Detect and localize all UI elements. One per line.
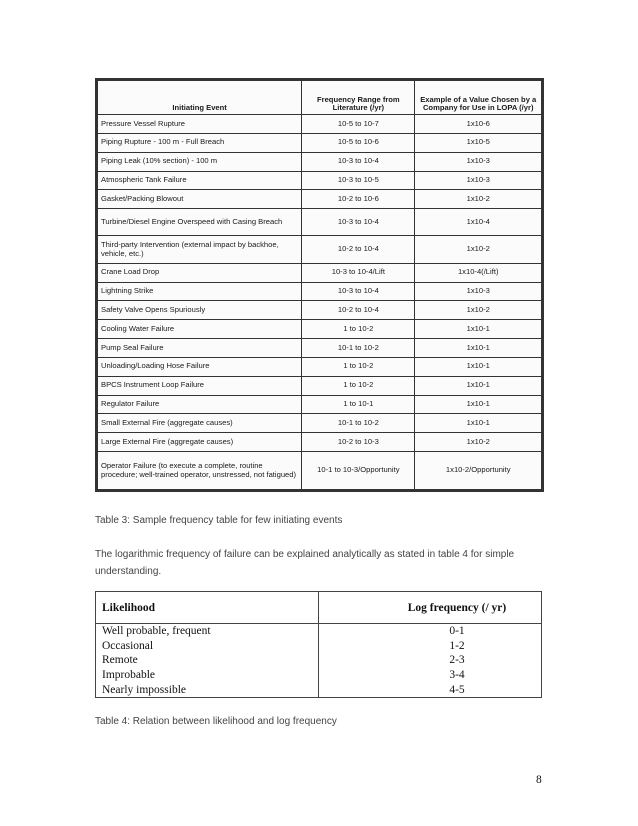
likelihood-cell: Occasional (96, 639, 319, 654)
lopa-value-cell: 1x10-2/Opportunity (415, 452, 542, 490)
lopa-value-cell: 1x10-2 (415, 236, 542, 263)
event-cell: Piping Rupture - 100 m - Full Breach (98, 133, 302, 152)
header-lopa-value: Example of a Value Chosen by a Company for Use in LOPA (/yr) (415, 81, 542, 115)
event-cell: Small External Fire (aggregate causes) (98, 414, 302, 433)
table-row (98, 433, 542, 452)
body-paragraph: The logarithmic frequency of failure can be explained analytically as stated in table 4 for simple understanding. (95, 549, 515, 577)
event-cell: Pump Seal Failure (98, 339, 302, 358)
table4-caption: Table 4: Relation between likelihood and log frequency (95, 716, 337, 727)
event-cell: Gasket/Packing Blowout (98, 190, 302, 209)
table-row (98, 115, 542, 134)
likelihood-body (96, 624, 542, 698)
log-frequency-cell: 0-1 (319, 624, 542, 639)
header-log-frequency: Log frequency (/ yr) (319, 592, 542, 624)
frequency-table-image (95, 78, 544, 492)
event-cell: BPCS Instrument Loop Failure (98, 376, 302, 395)
frequency-cell: 10-1 to 10-3/Opportunity (302, 452, 415, 490)
frequency-cell: 10-1 to 10-2 (302, 414, 415, 433)
frequency-cell: 10-2 to 10-3 (302, 433, 415, 452)
table-row (98, 357, 542, 376)
lopa-value-cell: 1x10-1 (415, 357, 542, 376)
likelihood-table (95, 591, 542, 698)
table-row (98, 282, 542, 301)
table-row (98, 301, 542, 320)
event-cell: Safety Valve Opens Spuriously (98, 301, 302, 320)
lopa-value-cell: 1x10-1 (415, 339, 542, 358)
lopa-value-cell: 1x10-3 (415, 282, 542, 301)
table-row (98, 395, 542, 414)
table-row (96, 682, 542, 697)
table-row (96, 624, 542, 639)
table-row (96, 653, 542, 668)
frequency-cell: 1 to 10-2 (302, 357, 415, 376)
lopa-value-cell: 1x10-2 (415, 433, 542, 452)
event-cell: Unloading/Loading Hose Failure (98, 357, 302, 376)
lopa-value-cell: 1x10-2 (415, 190, 542, 209)
lopa-value-cell: 1x10-1 (415, 395, 542, 414)
event-cell: Turbine/Diesel Engine Overspeed with Casing Breach (98, 209, 302, 236)
header-likelihood: Likelihood (96, 592, 319, 624)
initiating-events-body (98, 115, 542, 490)
frequency-cell: 10-3 to 10-4 (302, 282, 415, 301)
table-row (98, 209, 542, 236)
table-row (98, 263, 542, 282)
frequency-cell: 1 to 10-2 (302, 376, 415, 395)
log-frequency-cell: 4-5 (319, 682, 542, 697)
table-row (98, 376, 542, 395)
event-cell: Cooling Water Failure (98, 320, 302, 339)
likelihood-cell: Nearly impossible (96, 682, 319, 697)
table-row (98, 171, 542, 190)
event-cell: Regulator Failure (98, 395, 302, 414)
frequency-cell: 10-2 to 10-4 (302, 236, 415, 263)
lopa-value-cell: 1x10-2 (415, 301, 542, 320)
frequency-cell: 10-3 to 10-4 (302, 209, 415, 236)
event-cell: Crane Load Drop (98, 263, 302, 282)
frequency-cell: 10-5 to 10-6 (302, 133, 415, 152)
table-row (96, 639, 542, 654)
table-row (98, 452, 542, 490)
table-row (98, 414, 542, 433)
likelihood-cell: Improbable (96, 668, 319, 683)
event-cell: Large External Fire (aggregate causes) (98, 433, 302, 452)
table-row (98, 339, 542, 358)
event-cell: Lightning Strike (98, 282, 302, 301)
initiating-events-table (97, 80, 542, 490)
lopa-value-cell: 1x10-4 (415, 209, 542, 236)
table-row (96, 668, 542, 683)
event-cell: Piping Leak (10% section) - 100 m (98, 152, 302, 171)
lopa-value-cell: 1x10-4(/Lift) (415, 263, 542, 282)
frequency-cell: 1 to 10-2 (302, 320, 415, 339)
event-cell: Pressure Vessel Rupture (98, 115, 302, 134)
lopa-value-cell: 1x10-3 (415, 171, 542, 190)
lopa-value-cell: 1x10-3 (415, 152, 542, 171)
log-frequency-cell: 2-3 (319, 653, 542, 668)
log-frequency-cell: 1-2 (319, 639, 542, 654)
page-number: 8 (536, 774, 542, 786)
table-row (98, 152, 542, 171)
event-cell: Third-party Intervention (external impact by backhoe, vehicle, etc.) (98, 236, 302, 263)
event-cell: Atmospheric Tank Failure (98, 171, 302, 190)
header-frequency-range: Frequency Range from Literature (/yr) (302, 81, 415, 115)
frequency-cell: 10-3 to 10-4/Lift (302, 263, 415, 282)
lopa-value-cell: 1x10-1 (415, 320, 542, 339)
log-frequency-cell: 3-4 (319, 668, 542, 683)
likelihood-cell: Well probable, frequent (96, 624, 319, 639)
table-row (98, 190, 542, 209)
frequency-cell: 10-2 to 10-6 (302, 190, 415, 209)
frequency-cell: 10-2 to 10-4 (302, 301, 415, 320)
table-row (98, 320, 542, 339)
table-row (98, 236, 542, 263)
lopa-value-cell: 1x10-1 (415, 376, 542, 395)
frequency-cell: 10-3 to 10-5 (302, 171, 415, 190)
table-row (98, 133, 542, 152)
header-initiating-event: Initiating Event (98, 81, 302, 115)
lopa-value-cell: 1x10-1 (415, 414, 542, 433)
frequency-cell: 10-3 to 10-4 (302, 152, 415, 171)
table3-caption: Table 3: Sample frequency table for few initiating events (95, 515, 343, 526)
likelihood-cell: Remote (96, 653, 319, 668)
frequency-cell: 10-1 to 10-2 (302, 339, 415, 358)
lopa-value-cell: 1x10-5 (415, 133, 542, 152)
frequency-cell: 10-5 to 10-7 (302, 115, 415, 134)
frequency-cell: 1 to 10-1 (302, 395, 415, 414)
lopa-value-cell: 1x10-6 (415, 115, 542, 134)
event-cell: Operator Failure (to execute a complete, routine procedure; well-trained operator, unstressed, not fatigued) (98, 452, 302, 490)
